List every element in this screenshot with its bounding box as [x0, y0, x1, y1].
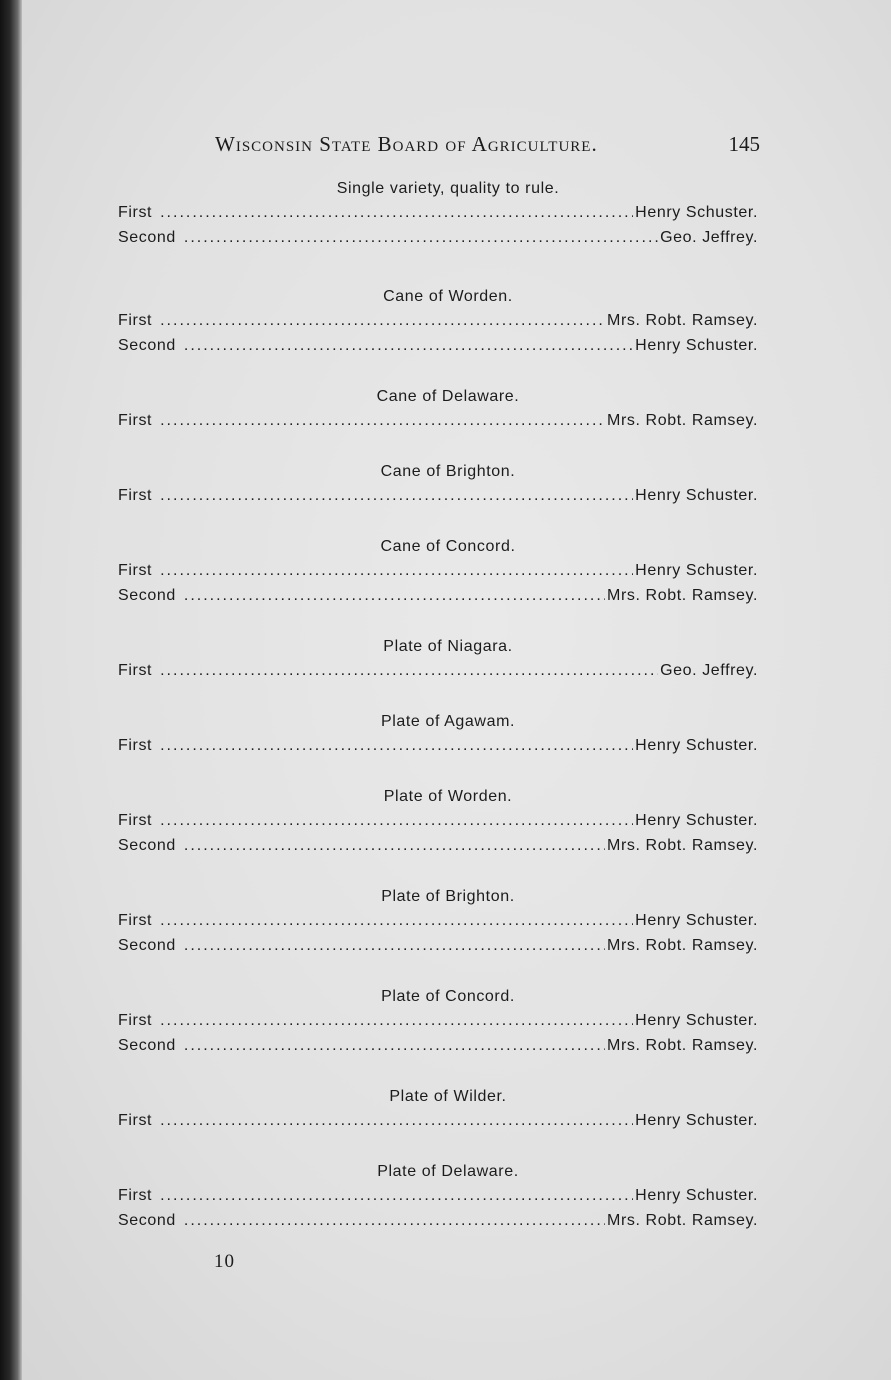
dot-leader	[160, 658, 658, 683]
award-winner: Mrs. Robt. Ramsey.	[607, 412, 758, 429]
award-entry	[118, 483, 758, 508]
section-gap	[118, 683, 758, 711]
award-place: Second	[118, 587, 176, 604]
dot-leader	[184, 1208, 605, 1233]
award-entry	[118, 808, 758, 833]
section-gap	[118, 508, 758, 536]
award-winner: Henry Schuster.	[635, 487, 758, 504]
award-place: First	[118, 562, 153, 579]
header-title: Wisconsin State Board of Agriculture.	[215, 132, 598, 156]
award-place: First	[118, 312, 153, 329]
award-winner: Henry Schuster.	[635, 737, 758, 754]
award-entry	[118, 733, 758, 758]
award-section	[118, 178, 758, 250]
award-winner: Henry Schuster.	[635, 1012, 758, 1029]
award-winner: Mrs. Robt. Ramsey.	[607, 1037, 758, 1054]
award-place: First	[118, 487, 153, 504]
award-winner: Mrs. Robt. Ramsey.	[607, 1212, 758, 1229]
section-title: Cane of Worden.	[383, 288, 513, 305]
section-title: Plate of Agawam.	[380, 713, 516, 730]
award-winner: Henry Schuster.	[635, 562, 758, 579]
award-winner: Henry Schuster.	[635, 204, 758, 221]
award-entry	[118, 308, 758, 333]
award-section	[118, 536, 758, 608]
award-list	[118, 178, 758, 1233]
section-title: Plate of Wilder.	[389, 1088, 507, 1105]
section-title: Plate of Worden.	[383, 788, 513, 805]
award-place: First	[118, 204, 153, 221]
dot-leader	[184, 333, 633, 358]
award-entry	[118, 583, 758, 608]
award-place: First	[118, 412, 153, 429]
award-entry	[118, 225, 758, 250]
award-entry	[118, 558, 758, 583]
section-title: Plate of Delaware.	[377, 1163, 519, 1180]
page-number: 145	[728, 132, 760, 156]
section-gap	[118, 608, 758, 636]
award-entry	[118, 933, 758, 958]
dot-leader	[160, 483, 633, 508]
dot-leader	[160, 200, 633, 225]
award-section	[118, 461, 758, 508]
dot-leader	[160, 1008, 633, 1033]
award-place: Second	[118, 229, 176, 246]
award-entry	[118, 1008, 758, 1033]
award-entry	[118, 1208, 758, 1233]
section-gap	[118, 858, 758, 886]
award-section	[118, 886, 758, 958]
award-entry	[118, 1108, 758, 1133]
section-gap	[118, 433, 758, 461]
dot-leader	[160, 808, 633, 833]
award-entry	[118, 908, 758, 933]
award-section	[118, 386, 758, 433]
award-place: Second	[118, 1037, 176, 1054]
award-winner: Mrs. Robt. Ramsey.	[607, 937, 758, 954]
award-entry	[118, 200, 758, 225]
award-entry	[118, 408, 758, 433]
book-binding-edge	[0, 0, 22, 1380]
award-winner: Henry Schuster.	[635, 337, 758, 354]
dot-leader	[160, 408, 605, 433]
award-winner: Henry Schuster.	[635, 1112, 758, 1129]
award-entry	[118, 658, 758, 683]
section-title: Plate of Niagara.	[383, 638, 513, 655]
section-gap	[118, 758, 758, 786]
award-entry	[118, 833, 758, 858]
award-place: First	[118, 662, 153, 679]
award-entry	[118, 1183, 758, 1208]
running-header	[215, 132, 760, 156]
dot-leader	[184, 1033, 605, 1058]
dot-leader	[160, 308, 605, 333]
award-section	[118, 711, 758, 758]
award-winner: Henry Schuster.	[635, 912, 758, 929]
award-place: First	[118, 1012, 153, 1029]
award-entry	[118, 1033, 758, 1058]
award-section	[118, 986, 758, 1058]
dot-leader	[160, 908, 633, 933]
dot-leader	[184, 833, 605, 858]
section-title: Single variety, quality to rule.	[336, 180, 560, 197]
dot-leader	[160, 733, 633, 758]
award-place: First	[118, 812, 153, 829]
award-winner: Henry Schuster.	[635, 1187, 758, 1204]
section-title: Cane of Delaware.	[376, 388, 520, 405]
section-gap	[118, 358, 758, 386]
section-gap	[118, 250, 758, 286]
award-place: Second	[118, 337, 176, 354]
section-title: Cane of Brighton.	[380, 463, 516, 480]
section-title: Plate of Concord.	[381, 988, 515, 1005]
award-winner: Geo. Jeffrey.	[660, 229, 758, 246]
dot-leader	[160, 558, 633, 583]
award-winner: Mrs. Robt. Ramsey.	[607, 587, 758, 604]
award-winner: Henry Schuster.	[635, 812, 758, 829]
award-winner: Mrs. Robt. Ramsey.	[607, 312, 758, 329]
award-section	[118, 286, 758, 358]
award-place: Second	[118, 937, 176, 954]
section-gap	[118, 958, 758, 986]
dot-leader	[184, 583, 605, 608]
signature-mark: 10	[214, 1251, 235, 1272]
section-gap	[118, 1058, 758, 1086]
award-section	[118, 786, 758, 858]
section-title: Plate of Brighton.	[381, 888, 515, 905]
award-place: Second	[118, 1212, 176, 1229]
award-section	[118, 636, 758, 683]
award-place: First	[118, 737, 153, 754]
award-place: First	[118, 1112, 153, 1129]
section-title: Cane of Concord.	[380, 538, 516, 555]
section-gap	[118, 1133, 758, 1161]
award-winner: Mrs. Robt. Ramsey.	[607, 837, 758, 854]
dot-leader	[184, 933, 605, 958]
award-section	[118, 1161, 758, 1233]
award-place: First	[118, 1187, 153, 1204]
award-entry	[118, 333, 758, 358]
dot-leader	[184, 225, 658, 250]
award-place: Second	[118, 837, 176, 854]
award-winner: Geo. Jeffrey.	[660, 662, 758, 679]
dot-leader	[160, 1183, 633, 1208]
award-place: First	[118, 912, 153, 929]
award-section	[118, 1086, 758, 1133]
dot-leader	[160, 1108, 633, 1133]
